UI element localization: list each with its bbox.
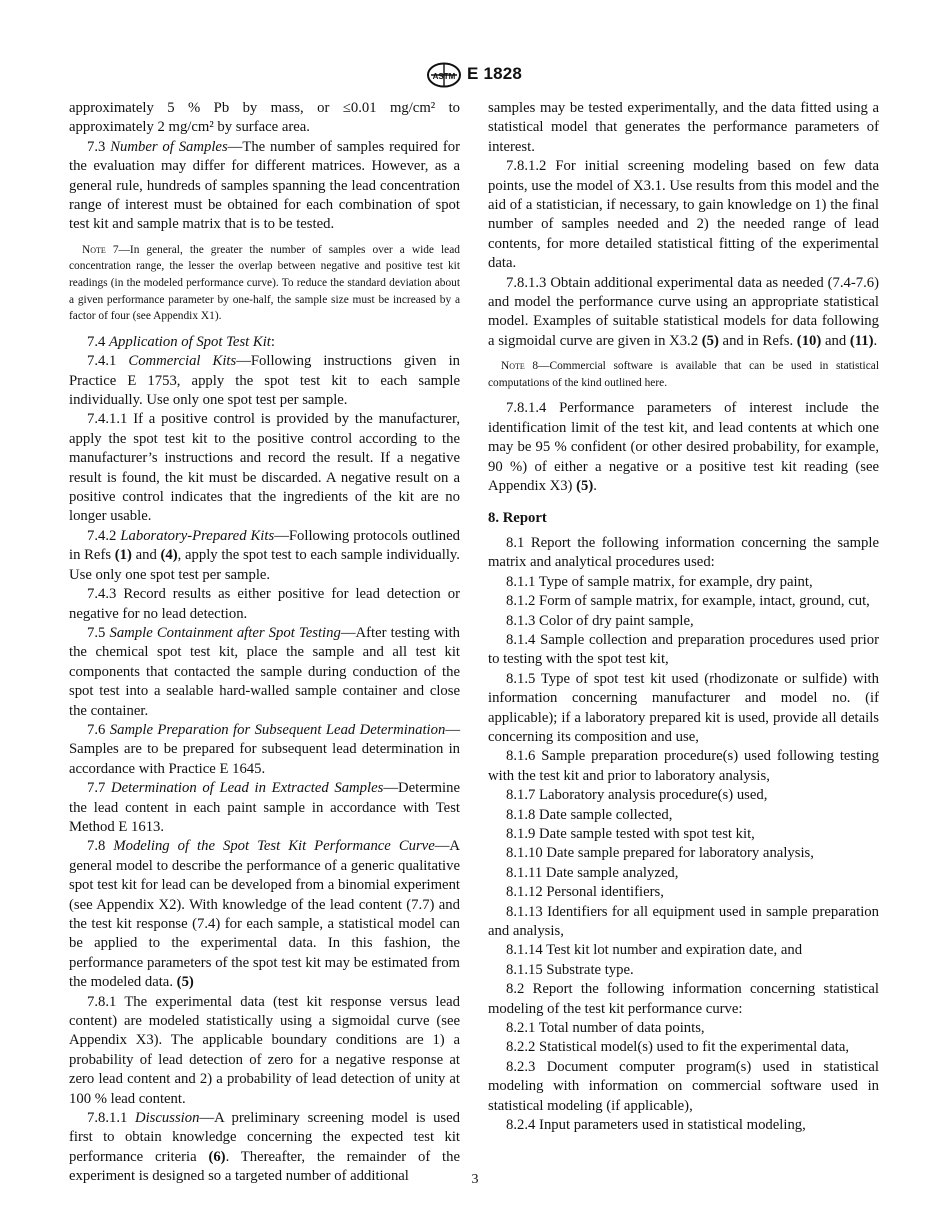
section-7-8-1: 7.8.1 The experimental data (test kit response versus lead content) are modeled statistically using a sigmoidal curve (see Appendix X3). The applicable boundary conditions are 1) a probability of lead detection of zero for a negative response at zero lead content and 2) a probability of lead detection of unity at 100 % lead content. (69, 993, 460, 1107)
document-id: E 1828 (467, 64, 523, 83)
report-item: 8.2.1 Total number of data points, (506, 1020, 705, 1037)
report-item: 8.1.8 Date sample collected, (506, 806, 673, 823)
section-7-8-1-3: 7.8.1.3 Obtain additional experimental data as needed (7.4-7.6) and model the performance curve using an appropriate statistical model. Examples of suitable statistical models for data following a sigmoidal curve are given in X3.2 (5) and in Refs. (10) and (11). (488, 274, 879, 349)
report-item: 8.1.12 Personal identifiers, (506, 884, 664, 901)
report-item: 8.1.6 Sample preparation procedure(s) used following testing with the test kit and prior to laboratory analysis, (488, 748, 879, 784)
section-7-4-1: 7.4.1 Commercial Kits—Following instructions given in Practice E 1753, apply the spot test kit to each sample individually. Use only one spot test per sample. (69, 353, 460, 409)
section-7-8-1-4: 7.8.1.4 Performance parameters of interest include the identification limit of the test kit, and lead contents at which one may be 95 % confident (or other desired probability, for example, 90 %) of either a negative or a positive test kit reading (see Appendix X3) (5). (488, 400, 879, 495)
report-item: 8.1.3 Color of dry paint sample, (506, 612, 694, 629)
section-7-5: 7.5 Sample Containment after Spot Testing—After testing with the chemical spot test kit, place the sample and all test kit components that contacted the sample during conduction of the spot test into a sealable hard-walled sample container and close the container. (69, 624, 461, 719)
report-item: 8.1.14 Test kit lot number and expiration date, and (506, 942, 803, 959)
section-7-4-3: 7.4.3 Record results as either positive for lead detection or negative for no lead detection. (69, 586, 460, 622)
report-item: 8.1.7 Laboratory analysis procedure(s) used, (506, 787, 768, 804)
logo-lettering: ASTM (432, 72, 456, 81)
report-item: 8.2.3 Document computer program(s) used in statistical modeling with information on commercial software used in statistical modeling (if applicable), (488, 1058, 879, 1114)
section-7-7: 7.7 Determination of Lead in Extracted Samples—Determine the lead content in each paint sample in accordance with Test Method E 1613. (69, 780, 461, 835)
section-7-4-1-1: 7.4.1.1 If a positive control is provided by the manufacturer, apply the spot test kit to the positive control according to the manufacturer’s instructions and record the result. If a negative result is found, the kit must be discarded. A negative result on a positive control indicates that the ingredients of the kit are no longer usable. (69, 411, 460, 525)
report-item: 8.1.15 Substrate type. (506, 961, 634, 978)
report-item: 8.1.2 Form of sample matrix, for example, intact, ground, cut, (506, 593, 870, 610)
report-item: 8.1.10 Date sample prepared for laboratory analysis, (506, 845, 814, 862)
report-item: 8.2 Report the following information concerning statistical modeling of the test kit performance curve: (488, 981, 879, 1017)
report-item: 8.1.13 Identifiers for all equipment used in sample preparation and analysis, (488, 903, 879, 940)
page-header (0, 62, 950, 92)
right-column (488, 99, 879, 1136)
section-7-8: 7.8 Modeling of the Spot Test Kit Performance Curve—A general model to describe the performance of a generic qualitative spot test kit for lead can be developed from a binomial experiment (see Appendix X2). With knowledge of the lead content (7.7) and the test kit response (7.4) for each sample, a statistical model can be applied to the experimental data. In this fashion, the performance parameters of the spot test kit may be estimated from the modeled data. (5) (69, 838, 461, 991)
report-item: 8.2.4 Input parameters used in statistical modeling, (506, 1117, 806, 1134)
left-column (69, 99, 460, 1187)
note-7: Note 7—In general, the greater the number of samples over a wide lead concentration range, the lesser the overlap between negative and positive test kit readings (in the modeled performance curve). To reduce the standard deviation about a given performance parameter by one-half, the sample size must be increased by a factor of four (see Appendix X1). (69, 243, 460, 323)
note-8: Note 8—Commercial software is available that can be used in statistical computations of the kind outlined here. (488, 360, 879, 389)
report-items-list (488, 534, 879, 1136)
section-7-8-1-2: 7.8.1.2 For initial screening modeling based on few data points, use the model of X3.1. Use results from this model and the aid of a statistician, if necessary, to gain knowledge on 1) the final number of samples needed and 2) the needed range of lead contents, for more detailed statistical fitting of the experimental data. (488, 158, 879, 272)
report-item: 8.1.4 Sample collection and preparation procedures used prior to testing with the spot test kit, (488, 631, 879, 668)
section-7-3: 7.3 Number of Samples—The number of samples required for the evaluation may differ for different matrices. However, as a general rule, hundreds of samples spanning the lead concentration range of interest must be obtained for each combination of spot test kit and sample matrix that is to be tested. (69, 138, 460, 233)
report-item: 8.2.2 Statistical model(s) used to fit the experimental data, (506, 1039, 850, 1056)
section-7-4: 7.4 Application of Spot Test Kit: (87, 333, 275, 350)
paragraph-continuation: approximately 5 % Pb by mass, or ≤0.01 mg/cm² to approximately 2 mg/cm² by surface area. (69, 100, 460, 136)
report-item: 8.1.9 Date sample tested with spot test kit, (506, 826, 755, 842)
report-item: 8.1.11 Date sample analyzed, (506, 864, 679, 881)
section-7-6: 7.6 Sample Preparation for Subsequent Lead Determination—Samples are to be prepared for subsequent lead determination in accordance with Practice E 1645. (69, 721, 461, 777)
section-7-4-2: 7.4.2 Laboratory-Prepared Kits—Following protocols outlined in Refs (1) and (4), apply the spot test to each sample individually. Use only one spot test per sample. (69, 527, 460, 583)
page-number: 3 (471, 1172, 479, 1187)
report-item: 8.1.5 Type of spot test kit used (rhodizonate or sulfide) with information concerning manufacturer and model no. (if applicable); if a laboratory prepared kit is used, provide all details concerning its composition and use, (488, 670, 879, 745)
section-heading-report: 8. Report (488, 509, 547, 526)
report-item: 8.1 Report the following information concerning the sample matrix and analytical procedures used: (488, 534, 879, 571)
paragraph-continuation: samples may be tested experimentally, and the data fitted using a statistical model that generates the performance parameters of interest. (488, 100, 879, 155)
report-item: 8.1.1 Type of sample matrix, for example, dry paint, (506, 573, 813, 590)
section-7-8-1-1: 7.8.1.1 Discussion—A preliminary screening model is used first to obtain knowledge concerning the expected test kit performance criteria (6). Thereafter, the remainder of the experiment is designed so a targeted number of additional (69, 1110, 460, 1185)
astm-logo-icon (426, 62, 462, 88)
